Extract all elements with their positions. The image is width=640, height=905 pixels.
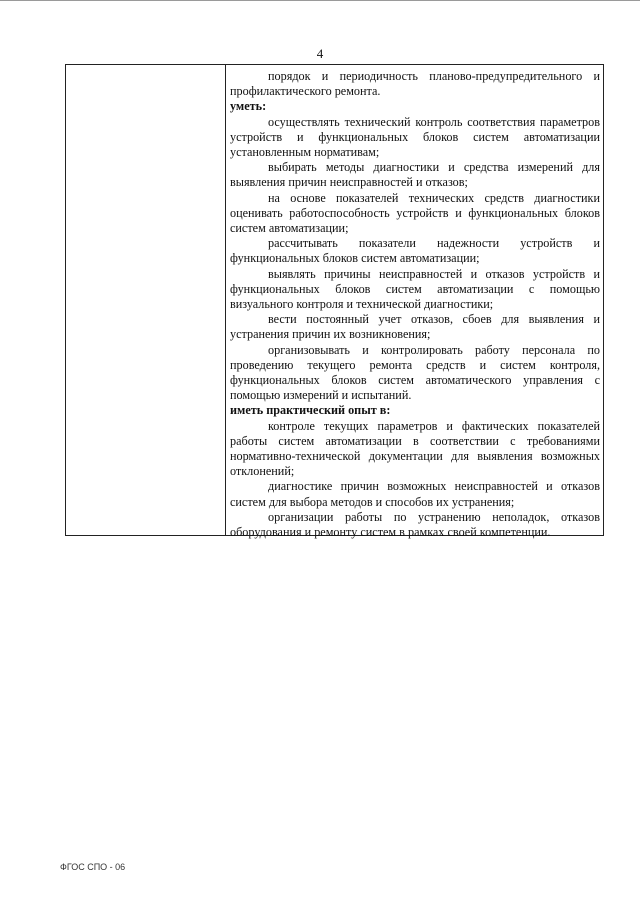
list-item: выбирать методы диагностики и средства измерений для выявления причин неисправностей и отказов; [230, 160, 600, 190]
section-heading-opyt: иметь практический опыт в: [230, 403, 391, 418]
page-number: 4 [316, 46, 324, 61]
list-item: осуществлять технический контроль соответствия параметров устройств и функциональных блоков систем автоматизации установленным нормативам; [230, 114, 600, 160]
table-left-cell [66, 65, 226, 535]
list-item: вести постоянный учет отказов, сбоев для выявления и устранения причин их возникновения; [230, 312, 600, 342]
list-item: на основе показателей технических средств диагностики оценивать работоспособность устройств и функциональных блоков систем автоматизации; [230, 190, 600, 236]
list-item: порядок и периодичность планово-предупредительного и профилактического ремонта. [230, 69, 600, 99]
footer-standard-code: ФГОС СПО - 06 [60, 862, 126, 872]
list-item: рассчитывать показатели надежности устройств и функциональных блоков систем автоматизации; [230, 236, 600, 266]
list-item: диагностике причин возможных неисправностей и отказов систем для выбора методов и способов их устранения; [230, 479, 600, 509]
content-table [65, 64, 604, 540]
list-item: организовывать и контролировать работу персонала по проведению текущего ремонта средств и систем контроля, функциональных блоков систем автоматического управления с помощью измерений и испытаний. [230, 342, 600, 403]
scan-edge-line [0, 0, 640, 1]
table-right-cell [230, 69, 600, 540]
list-item: контроле текущих параметров и фактических показателей работы систем автоматизации в соответствии с требованиями нормативно-технической документации для выявления возможных отклонений; [230, 418, 600, 479]
list-item: организации работы по устранению неполадок, отказов оборудования и ремонту систем в рамках своей компетенции. [230, 509, 600, 540]
list-item: выявлять причины неисправностей и отказов устройств и функциональных блоков систем автоматизации с помощью визуального контроля и технической диагностики; [230, 266, 600, 312]
section-heading-umet: уметь: [230, 99, 267, 114]
